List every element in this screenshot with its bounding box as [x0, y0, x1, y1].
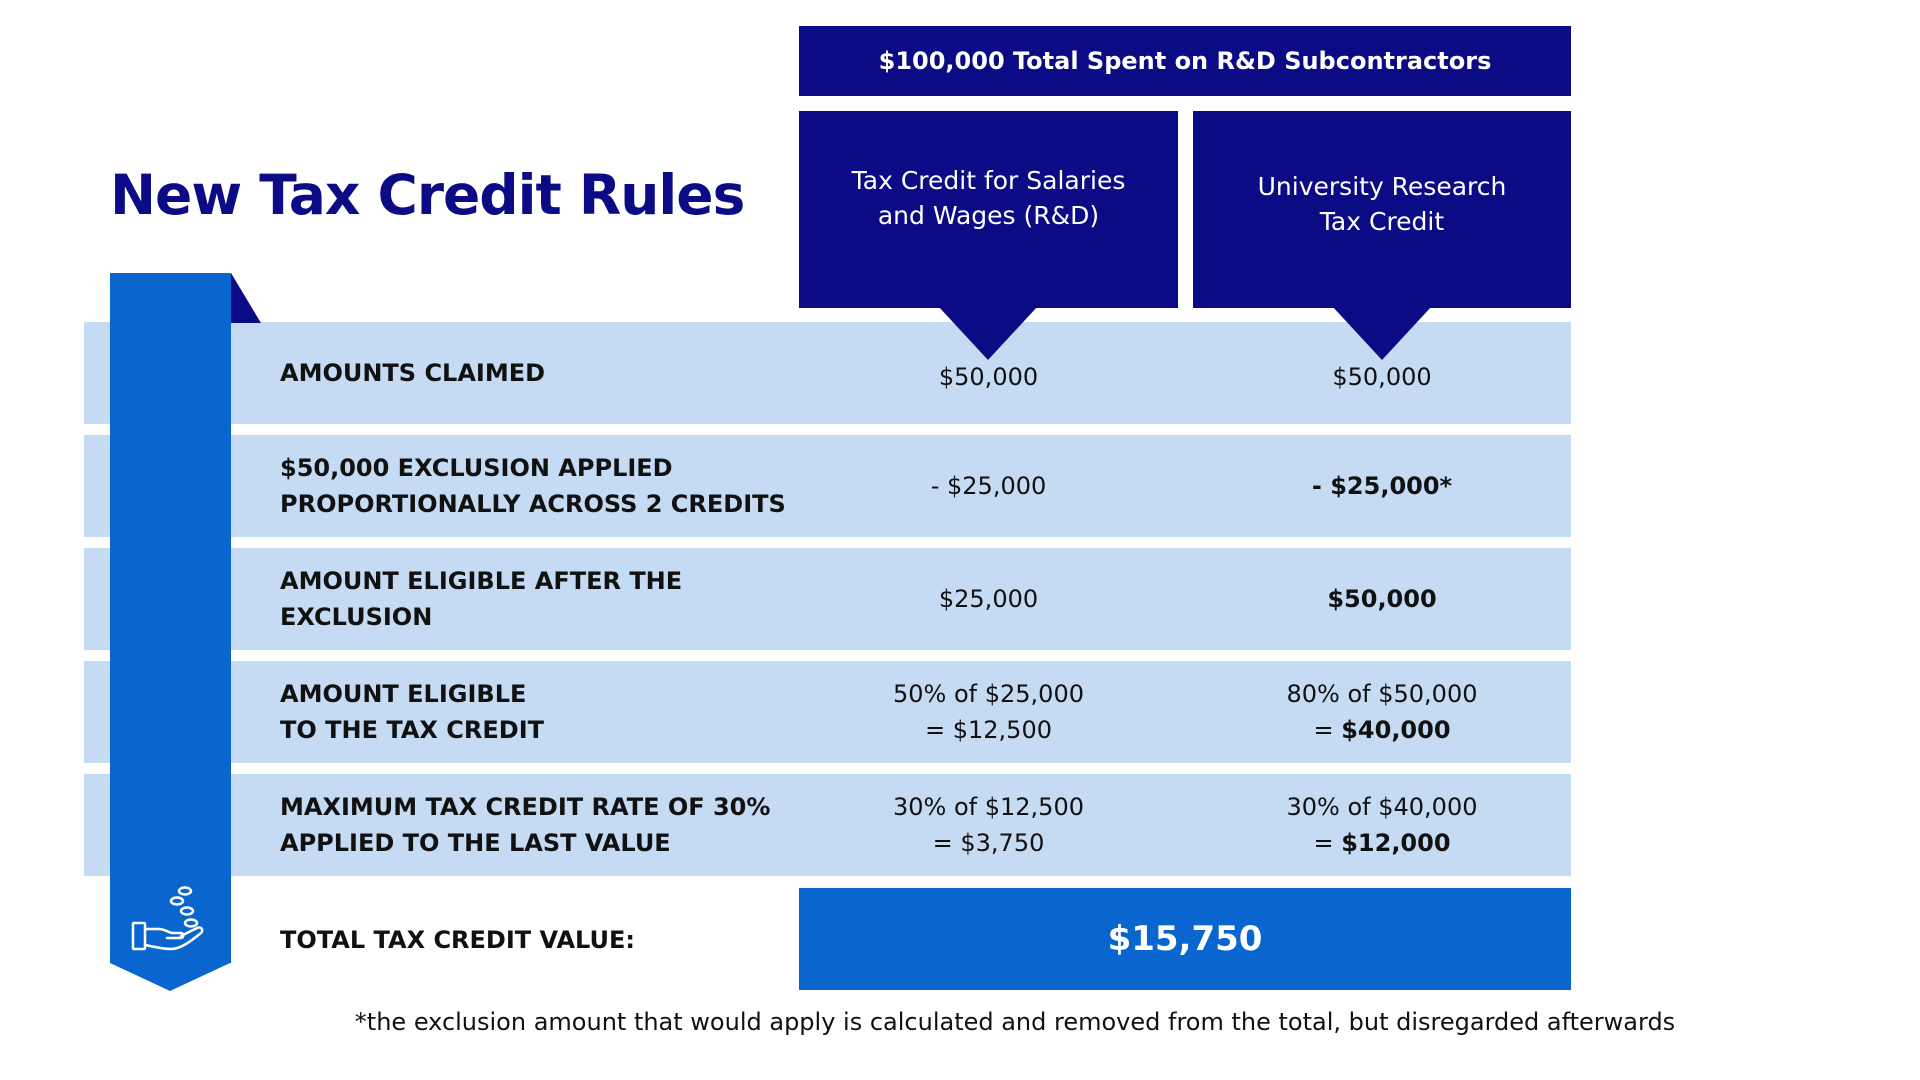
row-label-eligible-after-exclusion: [280, 548, 800, 650]
row-label-line: APPLIED TO THE LAST VALUE: [280, 829, 671, 857]
cell-salaries-amounts-claimed: [799, 326, 1178, 428]
row-label-line: $50,000 EXCLUSION APPLIED: [280, 454, 673, 482]
cell-value: 30% of $12,500: [893, 793, 1084, 821]
row-label-line: EXCLUSION: [280, 603, 433, 631]
cell-value: = $3,750: [932, 829, 1045, 857]
cell-value: - $25,000*: [1311, 472, 1453, 500]
side-ribbon: [110, 273, 231, 963]
cell-value: 80% of $50,000: [1286, 680, 1478, 708]
row-label-amounts-claimed: [280, 322, 800, 424]
cell-value: $12,000: [1341, 829, 1451, 857]
column-header-salaries: [799, 111, 1178, 308]
row-label-line: AMOUNT ELIGIBLE: [280, 680, 527, 708]
row-label-max-rate: [280, 774, 800, 876]
cell-value-prefix: =: [1313, 716, 1342, 744]
hand-with-coins-icon: [131, 885, 211, 955]
row-label-exclusion-applied: [280, 435, 800, 537]
column-header-university-line2: Tax Credit: [1319, 206, 1445, 236]
column-header-salaries-line1: Tax Credit for Salaries: [851, 165, 1126, 195]
side-ribbon-tip: [110, 963, 230, 991]
cell-university-eligible-to-credit: [1193, 661, 1571, 763]
column-header-university: [1193, 111, 1571, 308]
row-label-line: TO THE TAX CREDIT: [280, 716, 544, 744]
cell-value: $40,000: [1341, 716, 1451, 744]
cell-salaries-exclusion: [799, 435, 1178, 537]
total-label: TOTAL TAX CREDIT VALUE:: [280, 926, 635, 954]
total-spent-banner: $100,000 Total Spent on R&D Subcontractors: [799, 26, 1571, 96]
ribbon-fold: [231, 273, 261, 323]
cell-value: $25,000: [938, 585, 1039, 613]
cell-university-max-rate: [1193, 774, 1571, 876]
cell-value: $50,000: [1327, 585, 1437, 613]
row-label-line: AMOUNT ELIGIBLE AFTER THE: [280, 567, 683, 595]
row-label-eligible-to-credit: [280, 661, 800, 763]
cell-value: = $12,500: [925, 716, 1052, 744]
row-label-line: MAXIMUM TAX CREDIT RATE OF 30%: [280, 793, 771, 821]
total-value: $15,750: [799, 888, 1571, 990]
cell-value-prefix: =: [1313, 829, 1342, 857]
cell-value: 30% of $40,000: [1286, 793, 1478, 821]
cell-university-eligible-after: [1193, 548, 1571, 650]
cell-salaries-eligible-to-credit: [799, 661, 1178, 763]
cell-value: - $25,000: [930, 472, 1047, 500]
column-header-salaries-line2: and Wages (R&D): [877, 200, 1100, 230]
footnote: *the exclusion amount that would apply is calculated and removed from the total, but disregarded afterwards: [354, 1008, 1676, 1036]
cell-university-exclusion: [1193, 435, 1571, 537]
cell-value: $50,000: [1332, 363, 1432, 391]
row-label-line: AMOUNTS CLAIMED: [280, 359, 546, 387]
cell-university-amounts-claimed: [1193, 326, 1571, 428]
page-title: New Tax Credit Rules: [110, 163, 745, 227]
cell-salaries-eligible-after: [799, 548, 1178, 650]
row-label-line: PROPORTIONALLY ACROSS 2 CREDITS: [280, 490, 786, 518]
column-header-university-line1: University Research: [1257, 171, 1507, 201]
cell-value: 50% of $25,000: [893, 680, 1084, 708]
cell-salaries-max-rate: [799, 774, 1178, 876]
cell-value: $50,000: [938, 363, 1039, 391]
